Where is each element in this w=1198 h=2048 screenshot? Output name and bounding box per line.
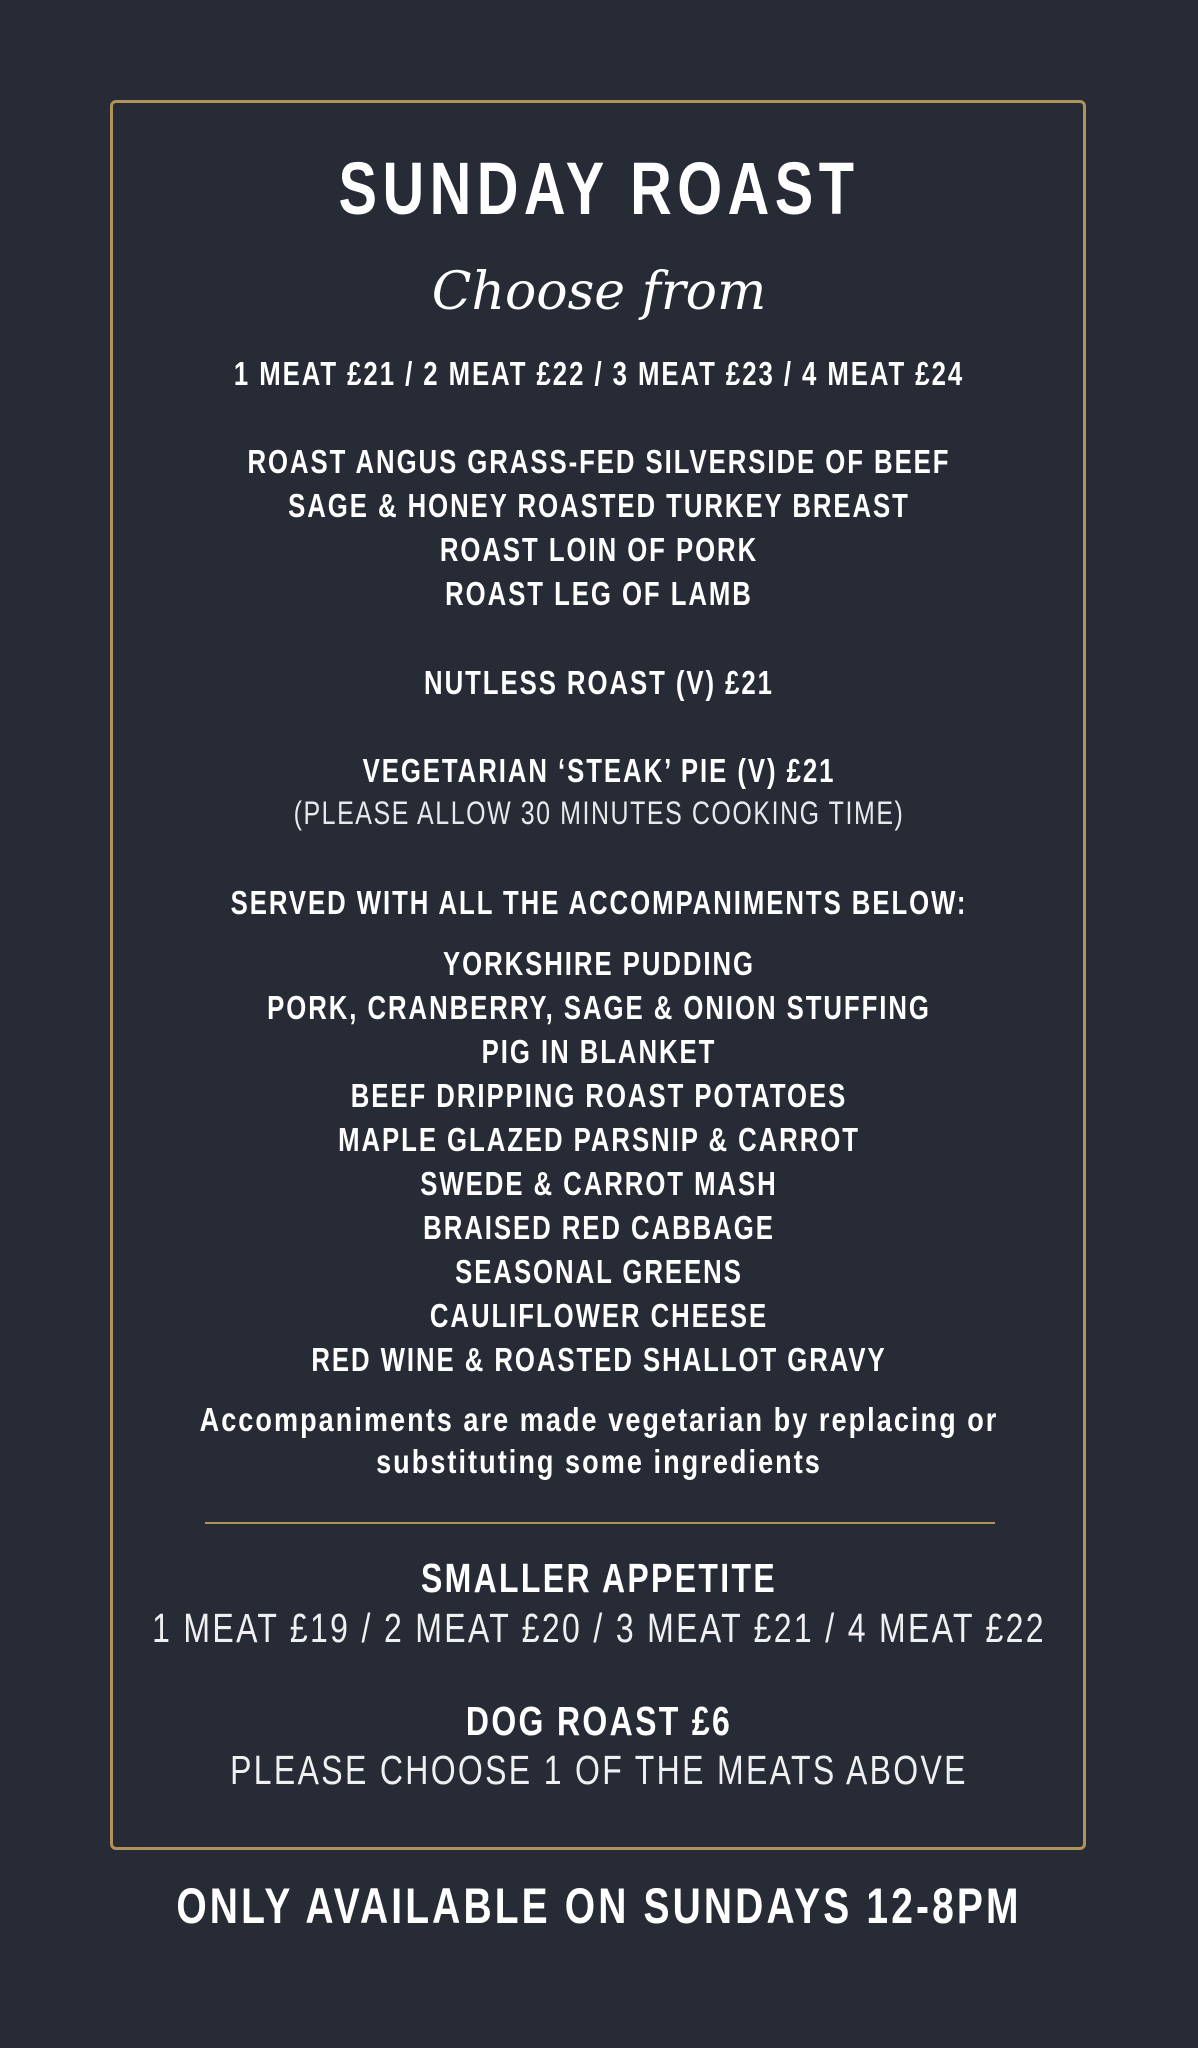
meat-item: ROAST LOIN OF PORK: [439, 531, 759, 568]
accompaniment-item: SEASONAL GREENS: [455, 1253, 743, 1290]
vegetarian-note: Accompaniments are made vegetarian by replacing or: [199, 1401, 999, 1438]
meat-item: ROAST LEG OF LAMB: [445, 575, 753, 612]
smaller-appetite-prices: 1 MEAT £19 / 2 MEAT £20 / 3 MEAT £21 / 4 MEAT £22: [152, 1605, 1046, 1651]
accompaniment-item: RED WINE & ROASTED SHALLOT GRAVY: [311, 1341, 887, 1378]
accompaniment-item: SWEDE & CARROT MASH: [420, 1165, 778, 1202]
meat-item: SAGE & HONEY ROASTED TURKEY BREAST: [288, 487, 910, 524]
accompaniment-item: CAULIFLOWER CHEESE: [429, 1297, 769, 1334]
accompaniment-item: PORK, CRANBERRY, SAGE & ONION STUFFING: [267, 989, 931, 1026]
availability-footer: ONLY AVAILABLE ON SUNDAYS 12-8PM: [176, 1878, 1022, 1934]
accompaniment-item: BEEF DRIPPING ROAST POTATOES: [350, 1077, 848, 1114]
dog-roast-note: PLEASE CHOOSE 1 OF THE MEATS ABOVE: [230, 1747, 968, 1793]
vegetarian-pie: VEGETARIAN ‘STEAK’ PIE (V) £21: [362, 752, 836, 789]
accompaniment-item: PIG IN BLANKET: [481, 1033, 717, 1070]
accompaniment-item: YORKSHIRE PUDDING: [442, 945, 756, 982]
dog-roast-heading: DOG ROAST £6: [465, 1698, 733, 1744]
meat-item: ROAST ANGUS GRASS-FED SILVERSIDE OF BEEF: [247, 443, 951, 480]
served-with-heading: SERVED WITH ALL THE ACCOMPANIMENTS BELOW:: [230, 884, 968, 921]
accompaniment-item: MAPLE GLAZED PARSNIP & CARROT: [338, 1121, 860, 1158]
smaller-appetite-heading: SMALLER APPETITE: [420, 1555, 778, 1601]
vegetarian-note: substituting some ingredients: [376, 1443, 822, 1480]
nutless-roast: NUTLESS ROAST (V) £21: [424, 664, 774, 701]
main-prices: 1 MEAT £21 / 2 MEAT £22 / 3 MEAT £23 / 4 MEAT £24: [233, 355, 965, 392]
section-divider: [205, 1522, 995, 1524]
accompaniment-item: BRAISED RED CABBAGE: [423, 1209, 775, 1246]
vegetarian-pie-note: (PLEASE ALLOW 30 MINUTES COOKING TIME): [293, 795, 905, 831]
menu-title: SUNDAY ROAST: [338, 147, 860, 230]
choose-from-script: Choose from: [431, 262, 767, 322]
